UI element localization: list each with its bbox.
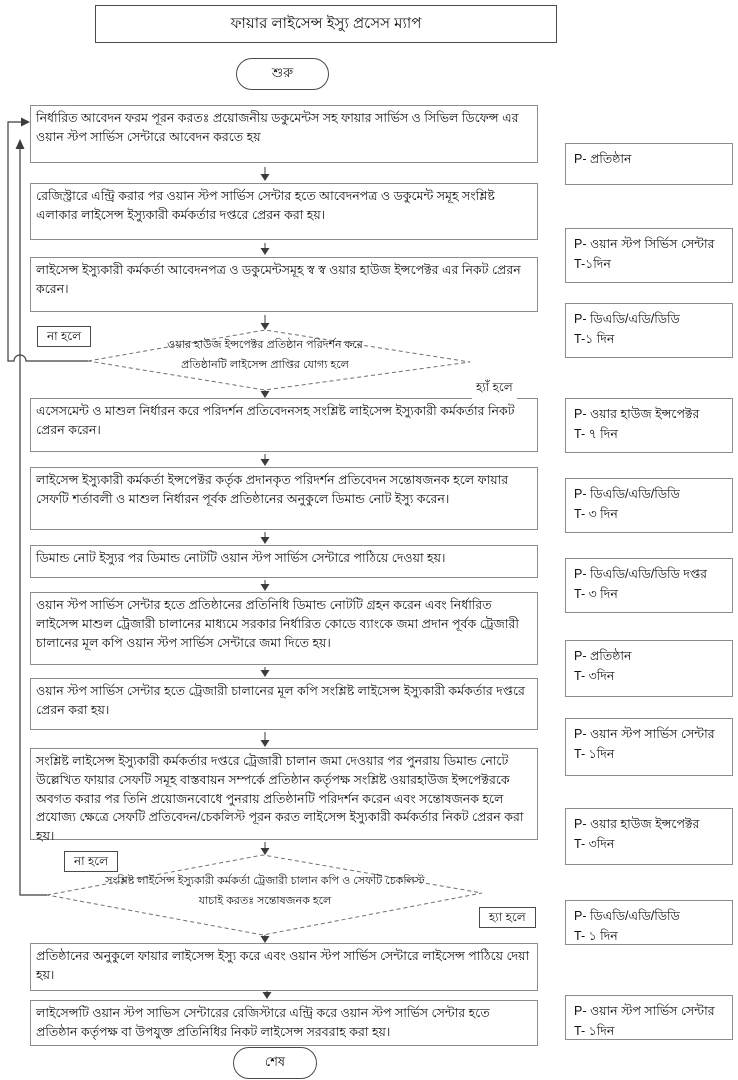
note-person: P- প্রতিষ্ঠান [574,152,632,166]
responsibility-note-3 [565,303,733,358]
note-time: T- ১দিন [574,1024,615,1038]
note-time: T- ১দিন [574,747,615,761]
feedback-arrow-2 [16,139,25,149]
process-step-4: এসেসমেন্ট ও মাশুল নির্ধারন করে পরিদর্শন প্রতিবেদনসহ সংশ্লিষ্ট লাইসেন্স ইস্যুকারী কর্মকর্তার নিকট প্রেরন করেন। [30,398,538,452]
note-person: P- প্রতিষ্ঠান [574,649,632,663]
note-person: P- ওয়ান স্টপ সির্ভিস সেন্টার [574,237,715,251]
process-step-2: রেজিস্ট্রারে এন্ট্রি করার পর ওয়ান স্টপ সার্ভিস সেন্টার হতে আবেদনপত্র ও ডকুমেন্ট সমূহ সংশ্লিষ্ট এলাকার লাইসেন্স ইস্যুকারী কর্মকর্তার দপ্তরে প্রেরন করা হয়। [30,183,538,240]
no-label-1: না হলে [37,326,91,347]
note-time: T-১ দিন [574,332,615,346]
note-person: P- ওয়ান স্টপ সার্ভিস সেন্টার [574,1004,715,1018]
note-time: T- ১ দিন [574,929,618,943]
decision-1 [90,336,440,376]
end-node: শেষ [233,1047,317,1079]
page-title: ফায়ার লাইসেন্স ইস্যু প্রসেস ম্যাপ [95,5,557,43]
start-node: শুরু [236,58,329,90]
note-time: T- ৩ দিন [574,587,618,601]
process-step-7: ওয়ান স্টপ সার্ভিস সেন্টার হতে প্রতিষ্ঠানের প্রতিনিধি ডিমান্ড নোটটি গ্রহন করেন এবং নির্ধারিত লাইসেন্স মাশুল ট্রেজারী চালানের মাধ্যমে সরকার নির্ধারিত কোডে ব্যাংকে জমা প্রদান পূর্বক ট্রেজারী চালানের মূল কপি ওয়ান স্টপ সার্ভিস সেন্টারে জমা দিতে হয়। [30,592,538,665]
responsibility-note-7 [565,640,733,697]
note-person: P- ডিএডি/এডি/ডিডি [574,312,680,326]
responsibility-note-5 [565,478,733,533]
decision-1-line2: প্রতিষ্ঠানটি লাইসেন্স প্রাপ্তির যোগ্য হলে [181,358,349,371]
decision-2-line1: সংশ্লিষ্ট লাইসেন্স ইস্যুকারী কর্মকর্তা ট্রেজারী চালান কপি ও সেফটি চেকলিস্ট [105,875,425,887]
note-time: T- ৩দিন [574,837,615,851]
responsibility-note-1 [565,143,733,185]
note-person: P- ডিএডি/এডি/ডিডি [574,487,680,501]
process-step-6: ডিমান্ড নোট ইস্যুর পর ডিমান্ড নোটটি ওয়ান স্টপ সার্ভিস সেন্টারে পাঠিয়ে দেওয়া হয়। [30,545,538,578]
note-time: T- ৩দিন [574,669,615,683]
note-time: T- ৩ দিন [574,507,618,521]
note-person: P- ওয়ান স্টপ সার্ভিস সেন্টার [574,727,715,741]
process-step-8: ওয়ান স্টপ সার্ভিস সেন্টার হতে ট্রেজারী চালানের মূল কপি সংশ্লিষ্ট লাইসেন্স ইস্যুকারী কর্মকর্তার দপ্তরে প্রেরন করা হয়। [30,678,538,730]
process-step-1: নির্ধারিত আবেদন ফরম পূরন করতঃ প্রয়োজনীয় ডকুমেন্টস সহ ফায়ার সার্ভিস ও সিভিল ডিফেন্স এর ওয়ান স্টপ সার্ভিস সেন্টারে আবেদন করতে হয় [30,105,538,163]
process-step-11: লাইসেন্সটি ওয়ান স্টপ সাভিস সেন্টারের রেজিস্টারে এন্ট্রি করে ওয়ান স্টপ সার্ভিস সেন্টার হতে প্রতিষ্ঠান কর্তৃপক্ষ বা উপযুক্ত প্রতিনিধির নিকট লাইসেন্স সরবরাহ করা হয়। [30,1000,538,1046]
note-time: T-১দিন [574,257,611,271]
responsibility-note-9 [565,808,733,865]
note-time: T- ৭ দিন [574,427,618,441]
responsibility-note-4 [565,398,733,453]
note-person: P- ডিএডি/এডি/ডিডি [574,909,680,923]
note-person: P- ডিএডি/এডি/ডিডি দপ্তর [574,567,708,581]
responsibility-note-8 [565,718,733,776]
no-label-2: না হলে [64,851,118,872]
responsibility-note-10 [565,900,733,945]
note-person: P- ওয়ার হাউজ ইন্সপেক্টর [574,817,700,831]
responsibility-note-2 [565,228,733,283]
decision-2-line2: যাচাই করতঃ সন্তোষজনক হলে [198,894,332,907]
responsibility-note-6 [565,558,733,613]
process-step-5: লাইসেন্স ইস্যুকারী কর্মকর্তা ইন্সপেক্টর কর্তৃক প্রদানকৃত পরিদর্শন প্রতিবেদন সন্তোষজনক হলে ফায়ার সেফটি শর্তাবলী ও মাশুল নির্ধারন পূর্বক প্রতিষ্ঠানের অনুকুলে ডিমান্ড নোট ইস্যু করেন। [30,467,538,530]
decision-2 [50,872,480,912]
decision-1-line1: ওয়ার হাউজ ইন্সপেক্টর প্রতিষ্ঠান পরিদর্শন করে [167,339,363,351]
yes-label-2: হ্যা হলে [479,907,536,928]
note-person: P- ওয়ার হাউজ ইন্সপেক্টর [574,407,700,421]
process-step-10: প্রতিষ্ঠানের অনুকুলে ফায়ার লাইসেন্স ইস্যু করে এবং ওয়ান স্টপ সার্ভিস সেন্টারে লাইসেন্স পাঠিয়ে দেয়া হয়। [30,943,538,991]
responsibility-note-11 [565,995,733,1040]
yes-label-1: হ্যাঁ হলে [472,379,517,399]
process-step-3: লাইসেন্স ইস্যুকারী কর্মকর্তা আবেদনপত্র ও ডকুমেন্টসমূহ স্ব স্ব ওয়ার হাউজ ইন্সপেক্টর এর নিকট প্রেরন করেন। [30,257,538,312]
process-step-9: সংশ্লিষ্ট লাইসেন্স ইস্যুকারী কর্মকর্তার দপ্তরে ট্রেজারী চালান জমা দেওয়ার পর পুনরায় ডিমান্ড নোটে উল্লেখিত ফায়ার সেফটি সমূহ বাস্তবায়ন সম্পর্কে প্রতিষ্ঠান কর্তৃপক্ষ সংশ্লিষ্ট ওয়ারহাউজ ইন্সপেক্টরকে অবগত করার পর তিনি প্রয়োজনবোধে পুনরায় প্রতিষ্ঠানটি পরিদর্শন করেন এবং সন্তোষজনক হলে প্রযোজ্য ক্ষেত্রে সেফটি প্রতিবেদন/চেকলিস্ট পূরন করত লাইসেন্স ইস্যুকারী কর্মকর্তার নিকট প্রেরন করা হয়। [30,748,538,840]
feedback-arrow-1 [21,118,30,127]
